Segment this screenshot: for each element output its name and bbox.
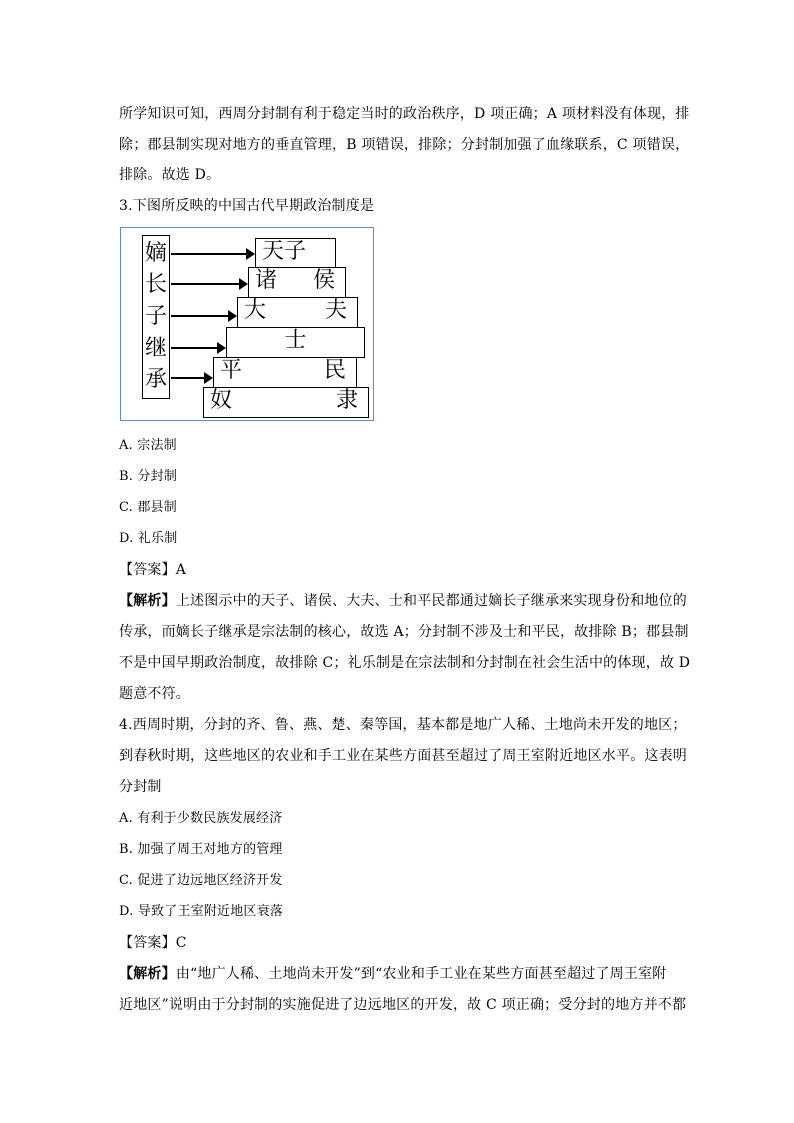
question-3-analysis-line-2: 传承，而嫡长子继承是宗法制的核心，故选 A；分封制不涉及士和平民，故排除 B；郡县制 — [119, 624, 689, 640]
question-4-option-d: D. 导致了王室附近地区衰落 — [119, 904, 284, 919]
arrow-icon — [171, 377, 211, 379]
question-4-option-c: C. 促进了边远地区经济开发 — [119, 873, 283, 888]
question-4-option-b: B. 加强了周王对地方的管理 — [119, 842, 283, 857]
vertical-char: 长 — [144, 272, 167, 298]
analysis-label: 【解析】 — [119, 966, 176, 982]
question-4-stem-line-1: 4.西周时期，分封的齐、鲁、燕、楚、秦等国，基本都是地广人稀、土地尚未开发的地区； — [119, 717, 687, 733]
arrow-icon — [171, 283, 246, 285]
question-3-option-a: A. 宗法制 — [119, 438, 177, 453]
question-3-option-d: D. 礼乐制 — [119, 531, 178, 546]
question-4-option-a: A. 有利于少数民族发展经济 — [119, 811, 283, 826]
question-4-analysis-line-2: 近地区”说明由于分封制的实施促进了边远地区的开发，故 C 项正确；受分封的地方并不都 — [119, 997, 687, 1013]
intro-line-3: 排除。故选 D。 — [119, 167, 221, 183]
vertical-char: 继 — [144, 335, 167, 361]
question-3-analysis-line-4: 题意不符。 — [119, 686, 190, 702]
level-nuli: 奴 隶 — [203, 387, 369, 418]
vertical-char: 子 — [144, 303, 167, 329]
question-4-answer: 【答案】C — [119, 935, 187, 951]
question-4-stem-line-2: 到春秋时期，这些地区的农业和手工业在某些方面甚至超过了周王室附近地区水平。这表明 — [119, 748, 687, 764]
question-3-answer: 【答案】A — [119, 562, 187, 578]
intro-line-2: 除；郡县制实现对地方的垂直管理，B 项错误，排除；分封制加强了血缘联系，C 项错误， — [119, 137, 690, 153]
vertical-char: 承 — [144, 367, 167, 393]
analysis-label: 【解析】 — [119, 593, 176, 609]
level-shi: 士 — [226, 327, 365, 358]
question-3-option-b: B. 分封制 — [119, 469, 178, 484]
hierarchy-diagram — [120, 227, 374, 421]
arrow-icon — [171, 315, 235, 317]
level-dafu: 大 夫 — [237, 297, 358, 328]
question-4-stem-line-3: 分封制 — [119, 779, 162, 795]
arrow-icon — [171, 253, 253, 255]
intro-line-1: 所学知识可知，西周分封制有利于稳定当时的政治秩序，D 项正确；A 项材料没有体现，排 — [119, 106, 690, 122]
question-4-analysis-line-1: 【解析】由“地广人稀、土地尚未开发”到“农业和手工业在某些方面甚至超过了周王室附 — [119, 966, 667, 982]
level-zhuhou: 诸 侯 — [248, 267, 346, 298]
question-3-option-c: C. 郡县制 — [119, 500, 177, 515]
question-3-analysis-line-1: 【解析】上述图示中的天子、诸侯、大夫、士和平民都通过嫡长子继承来实现身份和地位的 — [119, 593, 688, 609]
primogeniture-label-box — [142, 235, 170, 399]
question-3-analysis-line-3: 不是中国早期政治制度，故排除 C；礼乐制是在宗法制和分封制在社会生活中的体现，故 D — [119, 655, 691, 671]
arrow-icon — [171, 347, 224, 349]
question-3-stem: 3.下图所反映的中国古代早期政治制度是 — [119, 198, 375, 214]
level-tianzi: 天子 — [255, 238, 336, 268]
level-pingmin: 平 民 — [213, 357, 357, 388]
vertical-char: 嫡 — [144, 240, 167, 266]
